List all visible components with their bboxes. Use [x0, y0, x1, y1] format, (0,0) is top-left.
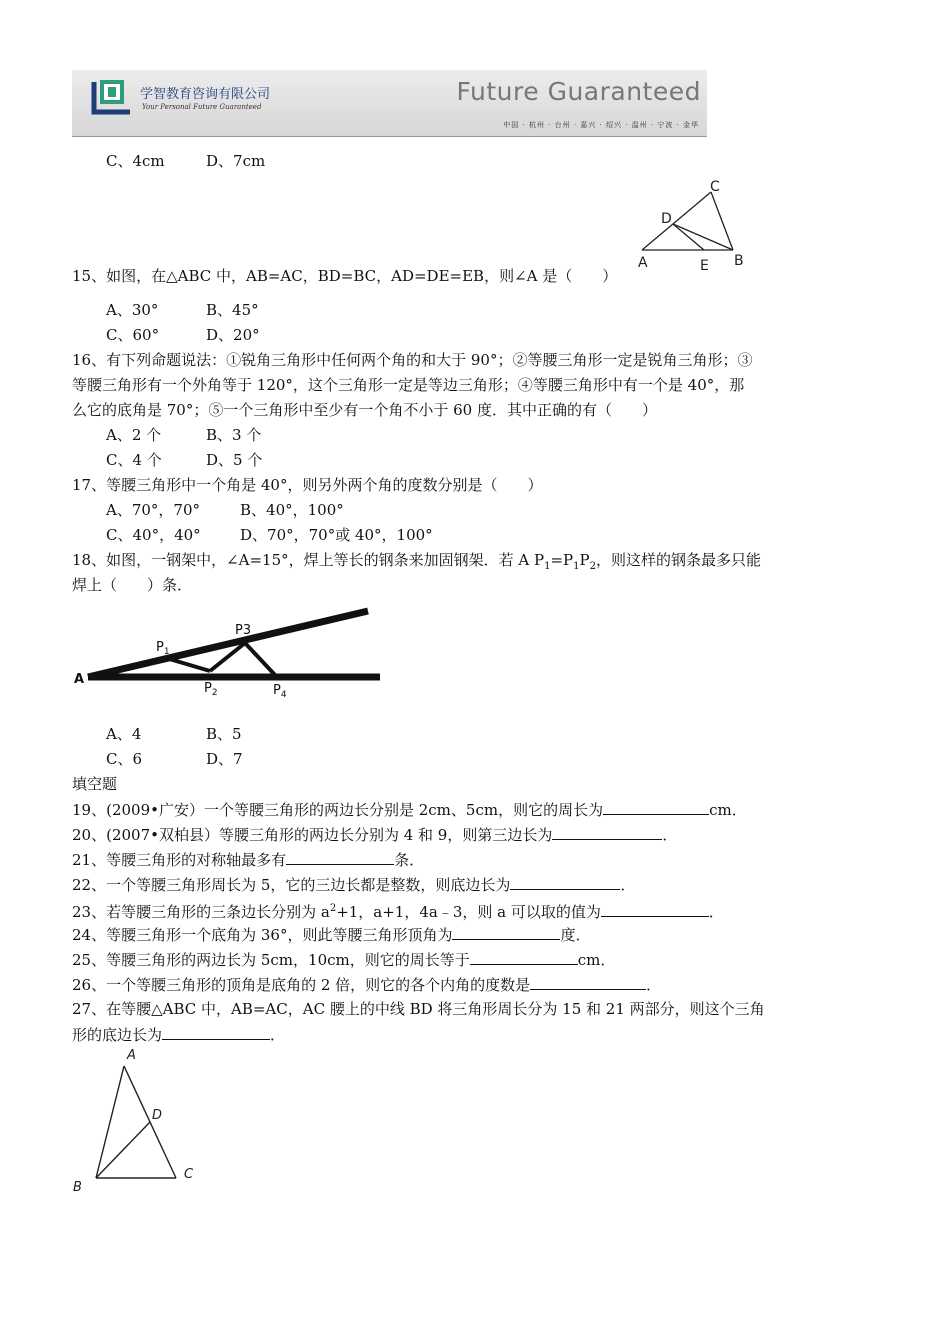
- q17-stem: 17、等腰三角形中一个角是 40°，则另外两个角的度数分别是（ ）: [72, 476, 543, 494]
- q15-option-d: D、20°: [206, 326, 260, 344]
- q18-stem-line2: 焊上（ ）条．: [72, 576, 193, 594]
- q15-triangle-figure: [630, 178, 760, 274]
- q15-option-c: C、60°: [106, 326, 160, 344]
- q18-label-p4: $P_4$: [273, 683, 287, 700]
- q25: 25、等腰三角形的两边长为 5cm，10cm，则它的周长等于 cm．: [72, 951, 616, 969]
- city-list: 中国 · 杭州 · 台州 · 嘉兴 · 绍兴 · 温州 · 宁波 · 金华: [503, 121, 699, 129]
- q26-answer-blank[interactable]: [530, 974, 646, 990]
- q18-label-p2: $P_2$: [204, 681, 218, 698]
- q15-label-b: B: [734, 253, 744, 269]
- q23: 23、若等腰三角形的三条边长分别为 $a^2+1$，a+1，4a﹣3，则 a 可以取的值为 ．: [72, 903, 724, 921]
- q16-stem-line3: 么它的底角是 70°；⑤一个三角形中至少有一个角不小于 60 度．其中正确的有（ ）: [72, 401, 657, 419]
- q16-option-d: D、5 个: [206, 451, 263, 469]
- q19: 19、(2009•广安）一个等腰三角形的两边长分别是 2cm、5cm，则它的周长为 cm．: [72, 801, 747, 819]
- q16-stem-line2: 等腰三角形有一个外角等于 120°，这个三角形一定是等边三角形；④等腰三角形中有一个是 40°，那: [72, 376, 745, 394]
- q27-stem-line1: 27、在等腰△ABC 中，AB=AC，AC 腰上的中线 BD 将三角形周长分为 15 和 21 两部分，则这个三角: [72, 1000, 765, 1018]
- company-name: 学智教育咨询有限公司: [140, 87, 271, 102]
- company-slogan: Your Personal Future Guaranteed: [142, 103, 262, 111]
- q14-option-c: C、4cm: [106, 152, 165, 170]
- q24-answer-blank[interactable]: [452, 924, 560, 940]
- section-title-fill-in: 填空题: [72, 775, 118, 793]
- q15-option-b: B、45°: [206, 301, 259, 319]
- q18-steel-frame-figure: [70, 605, 390, 700]
- q22-answer-blank[interactable]: [510, 874, 620, 890]
- q27-answer-blank[interactable]: [162, 1024, 270, 1040]
- q18-label-p3: P3: [235, 623, 252, 638]
- q20: 20、(2007•双柏县）等腰三角形的两边长分别为 4 和 9，则第三边长为 ．: [72, 826, 678, 844]
- q15-label-e: E: [700, 258, 709, 274]
- q26: 26、一个等腰三角形的顶角是底角的 2 倍，则它的各个内角的度数是 ．: [72, 976, 662, 994]
- q18-option-d: D、7: [206, 750, 243, 768]
- q23-answer-blank[interactable]: [601, 901, 709, 917]
- q17-option-a: A、70°，70°: [106, 501, 201, 519]
- q16-option-c: C、4 个: [106, 451, 162, 469]
- q17-option-c: C、40°，40°: [106, 526, 201, 544]
- q25-answer-blank[interactable]: [470, 949, 578, 965]
- q21: 21、等腰三角形的对称轴最多有 条．: [72, 851, 425, 869]
- q27-label-b: B: [73, 1180, 82, 1195]
- q18-label-a: A: [74, 672, 85, 687]
- q27-label-d: D: [152, 1108, 163, 1123]
- q18-option-c: C、6: [106, 750, 143, 768]
- q15-option-a: A、30°: [106, 301, 159, 319]
- q15-label-c: C: [710, 179, 720, 195]
- brand-title: Future Guaranteed: [456, 77, 701, 106]
- q14-option-d: D、7cm: [206, 152, 266, 170]
- q18-option-a: A、4: [106, 725, 142, 743]
- q20-answer-blank[interactable]: [552, 824, 662, 840]
- q27-triangle-figure: [68, 1046, 208, 1196]
- q16-option-a: A、2 个: [106, 426, 162, 444]
- q15-label-d: D: [661, 211, 672, 227]
- q27-label-a: A: [127, 1048, 136, 1063]
- company-logo-icon: [90, 76, 138, 122]
- header-banner: [72, 70, 707, 137]
- q27-label-c: C: [184, 1167, 194, 1182]
- q15-label-a: A: [638, 255, 648, 271]
- q18-option-b: B、5: [206, 725, 242, 743]
- q17-option-b: B、40°，100°: [240, 501, 344, 519]
- q15-stem: 15、如图，在△ABC 中，AB=AC，BD=BC，AD=DE=EB，则∠A 是（ ）: [72, 267, 618, 285]
- q19-answer-blank[interactable]: [603, 799, 709, 815]
- q18-label-p1: $P_1$: [156, 640, 170, 657]
- q16-stem-line1: 16、有下列命题说法：①锐角三角形中任何两个角的和大于 90°；②等腰三角形一定是锐角三角形；③: [72, 351, 753, 369]
- q27-stem-line2: 形的底边长为 ．: [72, 1026, 286, 1044]
- q24: 24、等腰三角形一个底角为 36°，则此等腰三角形顶角为 度．: [72, 926, 591, 944]
- q21-answer-blank[interactable]: [286, 849, 394, 865]
- q18-stem-line1: 18、如图，一钢架中，∠A=15°，焊上等长的钢条来加固钢架．若 A $P_1=P_1P_2$，则这样的钢条最多只能: [72, 551, 762, 572]
- q22: 22、一个等腰三角形周长为 5，它的三边长都是整数，则底边长为 ．: [72, 876, 636, 894]
- q16-option-b: B、3 个: [206, 426, 262, 444]
- q17-option-d: D、70°，70°或 40°，100°: [240, 526, 433, 544]
